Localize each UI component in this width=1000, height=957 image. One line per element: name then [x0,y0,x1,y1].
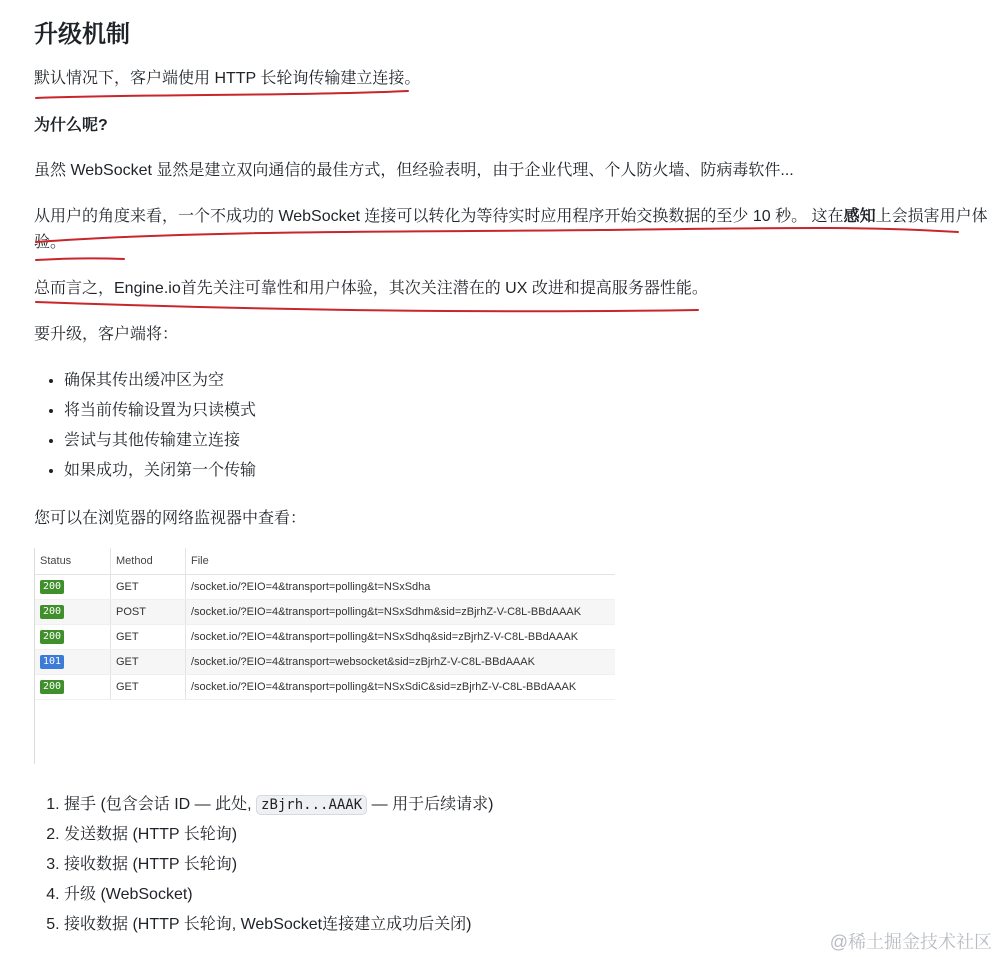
method-cell: GET [111,675,186,700]
file-cell: /socket.io/?EIO=4&transport=websocket&sid=zBjrhZ-V-C8L-BBdAAAK [186,650,616,675]
status-badge: 200 [40,630,64,644]
request-steps-list [30,790,493,940]
table-row [35,675,615,700]
paragraph-why: 为什么呢? [34,117,108,134]
upgrade-bullet-list [30,366,256,486]
file-cell: /socket.io/?EIO=4&transport=polling&t=NSxSdhm&sid=zBjrhZ-V-C8L-BBdAAAK [186,600,616,625]
method-cell: GET [111,575,186,600]
status-badge: 200 [40,580,64,594]
list-item: 2. 发送数据 (HTTP 长轮询) [64,820,493,850]
paragraph-websocket-reason: 虽然 WebSocket 显然是建立双向通信的最佳方式，但经验表明，由于企业代理、个人防火墙、防病毒软件... [34,162,794,179]
session-id-code: zBjrh...AAAK [256,795,367,815]
column-header-file: File [186,548,616,575]
list-item: 3. 接收数据 (HTTP 长轮询) [64,850,493,880]
list-item: • 尝试与其他传输建立连接 [64,426,256,456]
file-cell: /socket.io/?EIO=4&transport=polling&t=NSxSdha [186,575,616,600]
status-badge: 200 [40,680,64,694]
underline-mark [36,302,698,311]
file-cell: /socket.io/?EIO=4&transport=polling&t=NSxSdhq&sid=zBjrhZ-V-C8L-BBdAAAK [186,625,616,650]
paragraph-user-perspective [34,204,988,230]
list-item: 4. 升级 (WebSocket) [64,880,493,910]
underline-mark [36,258,124,260]
table-row [35,575,615,600]
paragraph-default-transport: 默认情况下，客户端使用 HTTP 长轮询传输建立连接。 [34,70,421,87]
paragraph-network-monitor: 您可以在浏览器的网络监视器中查看： [34,510,307,527]
status-badge: 200 [40,605,64,619]
step-text: — 用于后续请求) [367,796,494,813]
list-item: • 如果成功，关闭第一个传输 [64,456,256,486]
network-monitor-screenshot [34,548,615,764]
column-header-status: Status [35,548,111,575]
paragraph-user-perspective-cont: 验。 [34,234,67,251]
column-header-method: Method [111,548,186,575]
list-item: 5. 接收数据 (HTTP 长轮询, WebSocket连接建立成功后关闭) [64,910,493,940]
status-badge: 101 [40,655,64,669]
list-item: • 确保其传出缓冲区为空 [64,366,256,396]
step-text: 握手 (包含会话 ID — 此处, [64,796,257,813]
watermark: @稀土掘金技术社区 [829,932,992,952]
table-row [35,600,615,625]
text-part: 上会损害用户体 [875,208,988,225]
text-part: 从用户的角度来看，一个不成功的 WebSocket 连接可以转化为等待实时应用程序开始交换数据的至少 10 秒。 这在 [34,208,844,225]
list-item: • 将当前传输设置为只读模式 [64,396,256,426]
bold-text: 感知 [843,208,876,225]
table-row [35,650,615,675]
file-cell: /socket.io/?EIO=4&transport=polling&t=NSxSdiC&sid=zBjrhZ-V-C8L-BBdAAAK [186,675,616,700]
table-header-row [35,548,615,575]
paragraph-summary: 总而言之，Engine.io首先关注可靠性和用户体验，其次关注潜在的 UX 改进和提高服务器性能。 [34,280,708,297]
method-cell: POST [111,600,186,625]
section-title: 升级机制 [34,21,130,48]
network-table [35,548,615,700]
method-cell: GET [111,650,186,675]
table-row [35,625,615,650]
paragraph-upgrade-steps-intro: 要升级，客户端将： [34,326,179,343]
method-cell: GET [111,625,186,650]
underline-mark [36,228,958,242]
list-item [64,790,493,820]
underline-mark [36,91,408,98]
